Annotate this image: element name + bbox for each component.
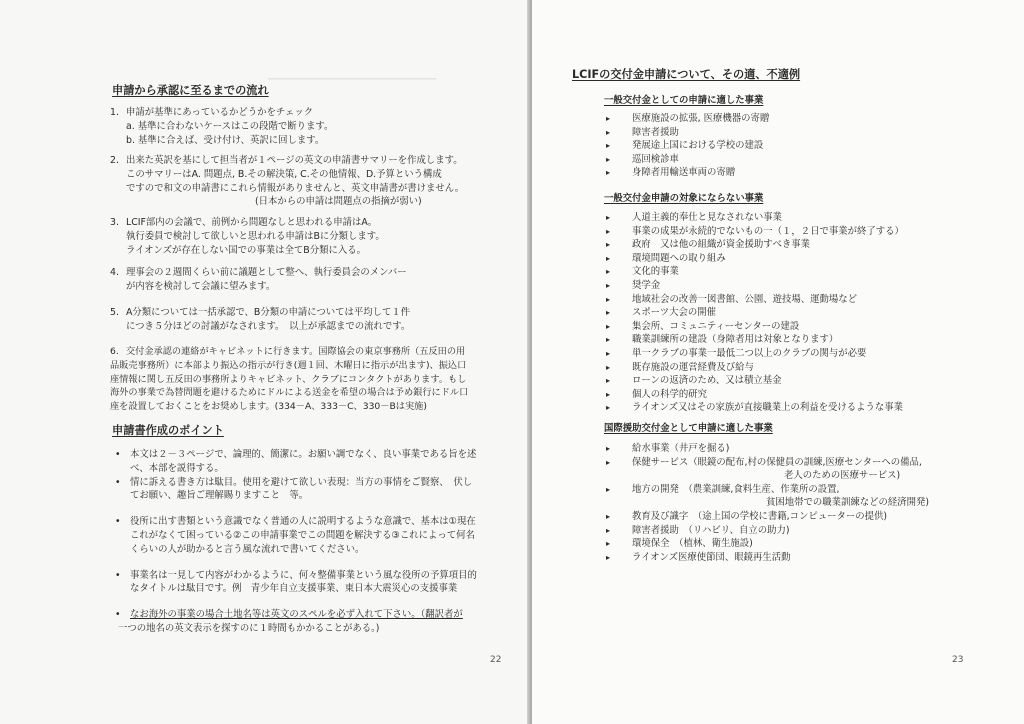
section-title-approval-flow: 申請から承認に至るまでの流れ <box>112 84 269 97</box>
international-item-continued: 貧困地帯での職業訓練などの経済開発) <box>766 497 930 509</box>
step-4: 4. 理事会の２週間くらい前に議題として整へ、執行委員会のメンバー が内容を検討して会議に望みます。 <box>110 267 407 292</box>
suitable-item: ▸ 医療施設の拡張, 医療機器の寄贈 <box>604 112 769 126</box>
international-item: ▸ ライオンズ医療使節団、眼鏡再生活動 <box>604 551 929 565</box>
suitable-item: ▸ 巡回検診車 <box>604 153 769 167</box>
international-item-continued: 老人のための医療サービス) <box>784 470 901 482</box>
not-eligible-item: ▸ 環境問題への取り組み <box>604 252 904 266</box>
step-3: 3. LCIF部内の会議で、前例から問題なしと思われる申請はA。 執行委員で検討して欲しいと思われる申請はBに分類します。 ライオンズが存在しない国での事業は全てB分類に入る。 <box>110 217 385 256</box>
international-item: ▸ 保健サービス（眼鏡の配布,村の保健員の訓練,医療センターへの備品, <box>604 456 929 470</box>
group-title-suitable: 一般交付金としての申請に適した事業 <box>604 95 764 106</box>
not-eligible-list <box>604 211 904 415</box>
not-eligible-item: ▸ 文化的事業 <box>604 265 904 279</box>
writing-points-list <box>112 448 477 636</box>
suitable-item: ▸ 身障者用輸送車両の寄贈 <box>604 166 769 180</box>
international-item: ▸ 障害者援助 （リハビリ、自立の助力) <box>604 524 929 538</box>
not-eligible-item: ▸ 事業の成果が永続的でないもの一（１，２日で事業が終了する） <box>604 225 904 239</box>
international-item: ▸ 給水事業（井戸を掘る) <box>604 442 929 456</box>
not-eligible-item: ▸ スポーツ大会の開催 <box>604 306 904 320</box>
step-6: 6. 交付金承認の連絡がキャビネットに行きます。国際協会の東京事務所（五反田の用 品販売事務所）に本部より振込の指示が行き(週１回、木曜日に指示が出ます)、振込口 座情報に関し五反田の事務所よりキャビネット、クラブにコンタクトがあります。もし 海外の事業で為替問題を避けるためにドルによる送金を希望の場合は予め銀行にドル口 座を設置しておくことをお奨めします。(334－A、333－C、330－Bは実施) <box>110 346 469 413</box>
not-eligible-item: ▸ 政府 又は他の組織が資金援助すべき事業 <box>604 238 904 252</box>
point-3: • 役所に出す書類という意識でなく普通の人に説明するような意識で、基本は①現在 これがなくて困っている②この申請事業でこの問題を解決する③これによって何名 くらいの人が助かると言う風な流れで書いてください。 <box>112 515 477 556</box>
international-item: ▸ 環境保全 （植林、衛生施設) <box>604 537 929 551</box>
not-eligible-item: ▸ ローンの返済のため、又は積立基金 <box>604 374 904 388</box>
step-2: 2. 出来た英訳を基にして担当者が１ページの英文の申請書サマリーを作成します。 このサマリーはA. 問題点, B.その解決策, C.その他情報、D.予算という構成 ですので和文の申請書にこれら情報がありませんと、英文申請書が書けません。 (日本からの申請は問題点の指摘が弱い) <box>110 155 465 208</box>
suitable-item: ▸ 発展途上国における学校の建設 <box>604 139 769 153</box>
suitable-projects-list <box>604 112 769 180</box>
section-title-lcif-grants: LCIFの交付金申請について、その適、不適例 <box>572 68 801 81</box>
group-title-international: 国際援助交付金として申請に適した事業 <box>604 423 773 434</box>
point-4: • 事業名は一見して内容がわかるように、何々整備事業という風な役所の予算項目的 なタイトルは駄目です。例 青少年自立支援事業、東日本大震災心の支援事業 <box>112 569 477 597</box>
suitable-item: ▸ 障害者援助 <box>604 126 769 140</box>
not-eligible-item: ▸ 地域社会の改善一図書館、公園、遊技場、運動場など <box>604 293 904 307</box>
international-item: ▸ 教育及び識字 （途上国の学校に書籍,コンピューターの提供) <box>604 510 929 524</box>
bleed-through: ─────────────────────────────── <box>268 75 437 85</box>
not-eligible-item: ▸ 集会所、コミュニティーセンターの建設 <box>604 320 904 334</box>
not-eligible-item: ▸ 既存施設の運営経費及び給与 <box>604 361 904 375</box>
step-5: 5. A分類については一括承認で、B分類の申請については平均して１件 につき５分ほどの討議がなされます。 以上が承認までの流れです。 <box>110 307 411 332</box>
not-eligible-item: ▸ 奨学金 <box>604 279 904 293</box>
step-1: 1. 申請が基準にあっているかどうかをチェック a. 基準に合わないケースはこの段階で断ります。 b. 基準に合えば、受け付け、英訳に回します。 <box>110 107 334 146</box>
page-number-left: 22 <box>490 655 502 665</box>
not-eligible-item: ▸ 職業訓練所の建設（身障者用は対象となります） <box>604 333 904 347</box>
page-number-right: 23 <box>952 655 964 665</box>
point-2: • 情に訴える書き方は駄目。使用を避けて欲しい表現：当方の事情をご賢察、 伏し てお願い、趣旨ご理解賜りますこと 等。 <box>112 476 477 504</box>
group-title-not-eligible: 一般交付金申請の対象にならない事業 <box>604 193 764 204</box>
point-1: • 本文は２－３ページで、論理的、簡潔に。お願い調でなく、良い事業である旨を述 べ、本部を説得する。 <box>112 448 477 476</box>
international-projects-list <box>604 442 929 564</box>
right-page <box>532 0 1024 724</box>
section-title-writing-points: 申請書作成のポイント <box>112 424 224 437</box>
not-eligible-item: ▸ ライオンズ又はその家族が直接職業上の利益を受けるような事業 <box>604 401 904 415</box>
point-5: • なお海外の事業の場合土地名等は英文のスペルを必ず入れて下さい。（翻訳者が 一つの地名の英文表示を探すのに１時間もかかることがある。) <box>112 608 477 636</box>
not-eligible-item: ▸ 個人の科学的研究 <box>604 388 904 402</box>
not-eligible-item: ▸ 人道主義的奉仕と見なされない事業 <box>604 211 904 225</box>
not-eligible-item: ▸ 単一クラブの事業一最低二つ以上のクラブの関与が必要 <box>604 347 904 361</box>
international-item: ▸ 地方の開発 （農業訓練,食料生産、作業所の設置, <box>604 483 929 497</box>
